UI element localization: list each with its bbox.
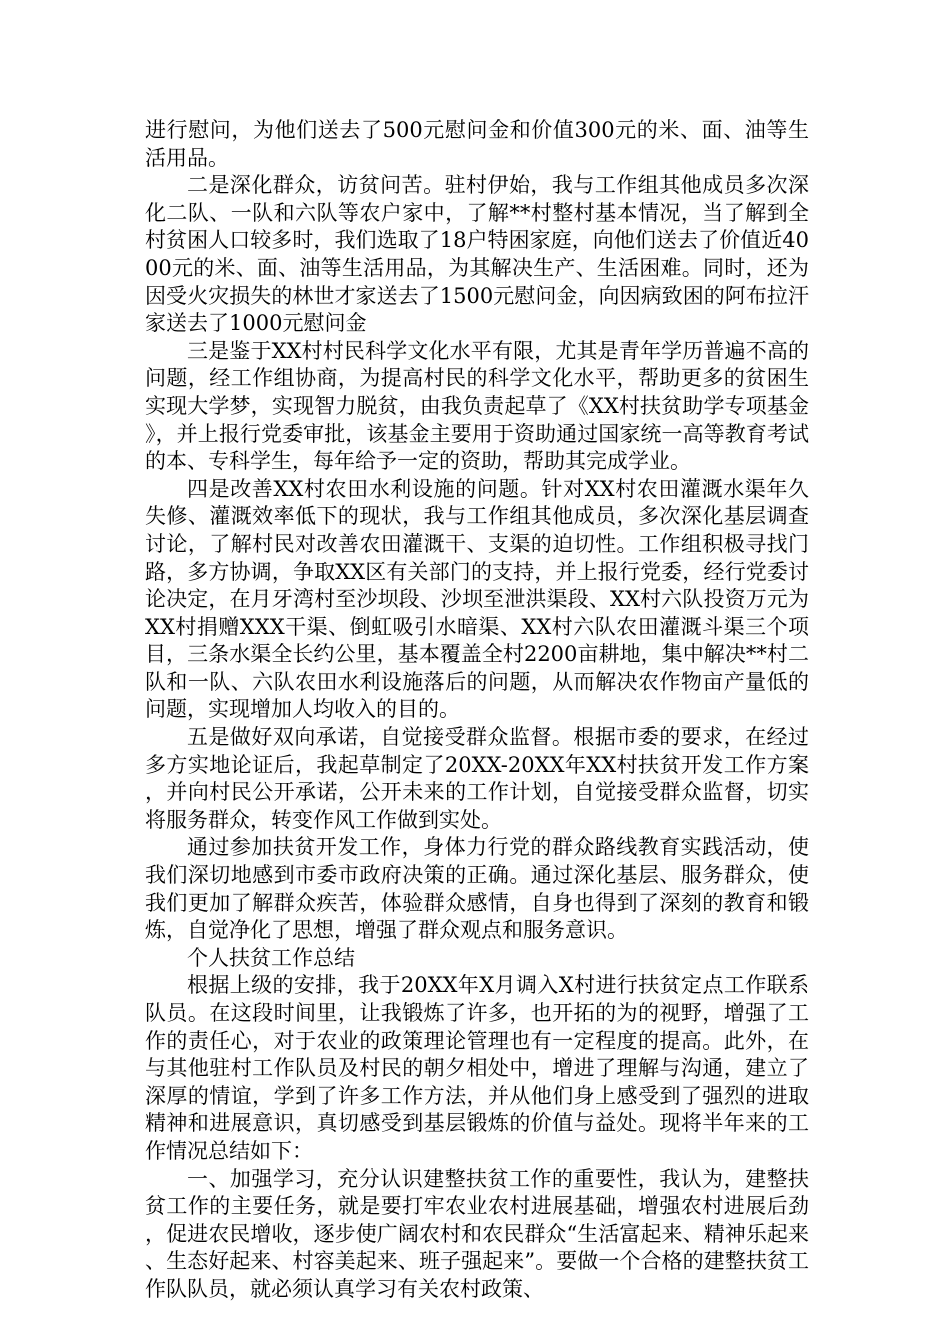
section-title: 个人扶贫工作总结 (187, 945, 355, 970)
paragraph-reflection: 通过参加扶贫开发工作，身体力行党的群众路线教育实践活动，使我们深切地感到市委市政府决策的正确。通过深化基层、服务群众，使我们更加了解群众疾苦，体验群众感情，自身也得到了深刻的教育和锻炼，自觉净化了思想，增强了群众观点和服务意识。 (145, 835, 809, 943)
paragraph-study: 一、加强学习，充分认识建整扶贫工作的重要性，我认为，建整扶贫工作的主要任务，就是要打牢农业农村进展基础，增强农村进展后劲，促进农民增收，逐步使广阔农村和农民群众“生活富起来、精神乐起来、生态好起来、村容美起来、班子强起来”。要做一个合格的建整扶贫工作队队员，就必须认真学习有关农村政策、 (145, 1166, 809, 1301)
paragraph-education-fund: 三是鉴于XX村村民科学文化水平有限，尤其是青年学历普遍不高的问题，经工作组协商，为提高村民的科学文化水平，帮助更多的贫困生实现大学梦，实现智力脱贫，由我负责起草了《XX村扶贫助学专项基金》，并上报行党委审批，该基金主要用于资助通过国家统一高等教育考试的本、专科学生，每年给予一定的资助，帮助其完成学业。 (145, 338, 809, 474)
paragraph-irrigation: 四是改善XX村农田水利设施的问题。针对XX村农田灌溉水渠年久失修、灌溉效率低下的现状，我与工作组其他成员，多次深化基层调查讨论，了解村民对改善农田灌溉干、支渠的迫切性。工作组积极寻找门路，多方协调，争取XX区有关部门的支持，并上报行党委，经行党委讨论决定，在月牙湾村至沙坝段、沙坝至泄洪渠段、XX村六队投资万元为XX村捐赠XXX干渠、倒虹吸引水暗渠、XX村六队农田灌溉斗渠三个项目，三条水渠全长约公里，基本覆盖全村2200亩耕地，集中解决**村二队和一队、六队农田水利设施落后的问题，从而解决农作物亩产量低的问题，实现增加人均收入的目的。 (145, 476, 809, 722)
document-page (145, 117, 809, 1304)
paragraph-condolence-items: 进行慰问，为他们送去了500元慰问金和价值300元的米、面、油等生活用品。 (145, 118, 809, 170)
paragraph-commitment: 五是做好双向承诺，自觉接受群众监督。根据市委的要求，在经过多方实地论证后，我起草制定了20XX-20XX年XX村扶贫开发工作方案，并向村民公开承诺，公开未来的工作计划，自觉接受群众监督，切实将服务群众，转变作风工作做到实处。 (145, 725, 809, 832)
paragraph-introduction: 根据上级的安排，我于20XX年X月调入X村进行扶贫定点工作联系队员。在这段时间里，让我锻炼了许多，也开拓的为的视野，增强了工作的责任心，对于农业的政策理论管理也有一定程度的提高。此外，在与其他驻村工作队员及村民的朝夕相处中，增进了理解与沟通，建立了深厚的情谊，学到了许多工作方法，并从他们身上感受到了强烈的进取精神和进展意识，真切感受到基层锻炼的价值与益处。现将半年来的工作情况总结如下： (145, 973, 809, 1163)
paragraph-visit-poor: 二是深化群众，访贫问苦。驻村伊始，我与工作组其他成员多次深化二队、一队和六队等农户家中，了解**村整村基本情况，当了解到全村贫困人口较多时，我们选取了18户特困家庭，向他们送去了价值近4000元的米、面、油等生活用品，为其解决生产、生活困难。同时，还为因受火灾损失的林世才家送去了1500元慰问金，向因病致困的阿布拉汗家送去了1000元慰问金 (145, 173, 809, 336)
